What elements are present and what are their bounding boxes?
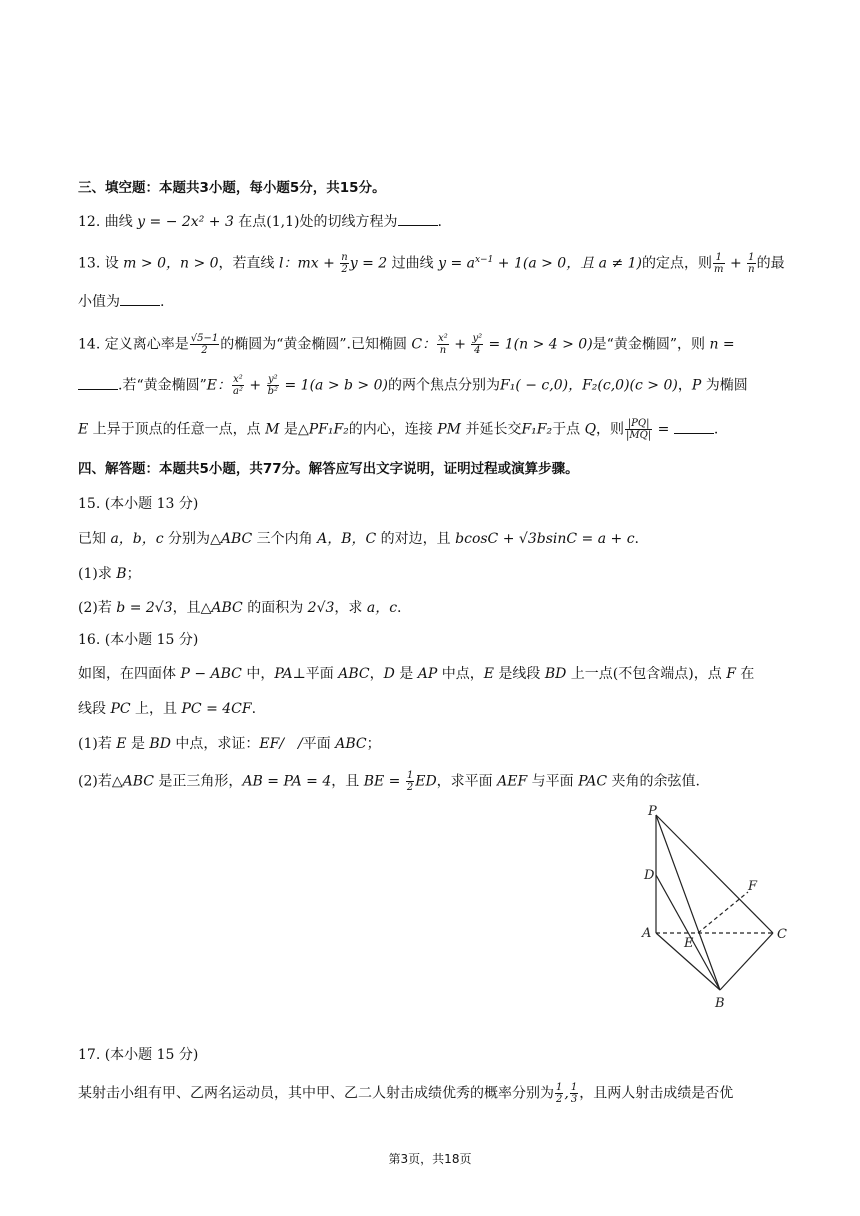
q14-math-foci: F₁( − c,0)，F₂(c,0)(c > 0) — [500, 377, 678, 394]
question-13-line-2 — [78, 292, 164, 312]
q16-s1-b: 中， — [241, 666, 275, 682]
edge-pc — [656, 815, 773, 933]
q13-frac-n-over-2: $\frac{n}{2}$ — [341, 252, 348, 276]
segment-ef-hidden — [698, 892, 748, 933]
q15-stem-end: . — [634, 531, 639, 547]
label-b: B — [715, 996, 725, 1011]
q14-math-triangle: △PF₁F₂ — [297, 421, 349, 438]
q14-math-e-2: E — [78, 421, 89, 438]
q15-p2-end: . — [397, 600, 402, 616]
q16-s1-a: 如图，在四面体 — [78, 666, 181, 682]
q14-text-a: 14. 定义离心率是 — [78, 336, 189, 353]
q16-s2-m2: PC = 4CF — [181, 701, 252, 717]
q15-p1-end: ； — [126, 566, 141, 582]
q14-text-line3-d: 并延长交 — [461, 421, 522, 438]
label-d: D — [644, 868, 655, 883]
q14-text-line3-f: ，则 — [596, 421, 625, 438]
q15-p1-math: B — [116, 566, 127, 582]
q14-frac-y2-4: $\frac{\text{y²}}{4}$ — [472, 333, 483, 356]
label-e: E — [684, 936, 694, 951]
q16-p1-d: 平面 — [302, 736, 336, 752]
section-3-heading: 三、填空题：本题共3小题，每小题5分，共15分。 — [78, 180, 386, 196]
q17-stem — [78, 1082, 733, 1105]
q14-math-eq-2: = 1(a > b > 0) — [280, 377, 388, 394]
q16-s1-m7: BD — [544, 666, 567, 682]
q12-text: 12. 曲线 — [78, 214, 138, 230]
q15-p2-math-4: a，c — [366, 600, 398, 616]
q14-text-line3-e: 于点 — [552, 421, 585, 438]
q16-p1-c: 中点，求证： — [170, 736, 260, 752]
section-4-heading: 四、解答题：本题共5小题，共77分。解答应写出文字说明，证明过程或演算步骤。 — [78, 461, 579, 477]
q15-p2-math-2: △ABC — [200, 600, 243, 616]
q15-stem-c: 三个内角 — [252, 531, 318, 547]
q16-p2-d: ，求平面 — [436, 773, 498, 790]
q16-p2-m6: PAC — [578, 773, 608, 790]
q16-s1-m3: ABC — [338, 666, 370, 682]
q13-answer-blank — [120, 293, 160, 306]
q16-p2-m4: ED — [415, 773, 437, 790]
q15-part-2 — [78, 598, 402, 618]
q16-s2-end: . — [251, 701, 257, 717]
q15-math-condition: bcosC + √3bsinC = a + c — [455, 531, 635, 547]
page-footer: 第3页，共18页 — [388, 1152, 472, 1166]
q14-math-q: Q — [584, 421, 597, 438]
q15-p2-b: ，且 — [172, 600, 201, 616]
q14-frac-x2-n: $\frac{\text{x²}}{n}$ — [438, 333, 448, 356]
q13-math-3: y = 2 — [349, 255, 388, 272]
q14-answer-blank-1 — [78, 377, 118, 390]
q16-s2-b: 上，且 — [130, 701, 182, 717]
q16-frac-1-2: $\frac{1}{2}$ — [406, 770, 414, 793]
q16-s1-c: 平面 — [305, 666, 339, 682]
q13-math-2: l：mx + — [279, 255, 340, 272]
q16-s1-e: 是 — [394, 666, 418, 682]
q16-s1-f: 中点， — [437, 666, 484, 682]
q16-p2-m3: BE = — [363, 773, 405, 790]
q13-text-c: 过曲线 — [387, 255, 439, 272]
q13-text-b: ，若直线 — [218, 255, 279, 272]
q14-end: . — [713, 421, 719, 438]
q16-s2-a: 线段 — [78, 701, 111, 717]
q13-text-d: 的定点，则 — [642, 255, 713, 272]
q15-math-abc: a，b，c — [110, 531, 164, 547]
q16-s1-m6: E — [483, 666, 494, 682]
q14-text-line2-a: .若“黄金椭圆” — [118, 377, 207, 394]
q13-math-5: + 1(a > 0，且 a ≠ 1) — [493, 255, 643, 272]
q16-s1-m5: AP — [417, 666, 438, 682]
q16-stem-line-2 — [78, 699, 256, 719]
q12-end: . — [437, 214, 442, 230]
q14-text-c: 是“黄金椭圆”，则 — [592, 336, 710, 353]
label-c: C — [777, 927, 787, 942]
q14-eccentricity-frac: $\frac{√5-1}{2}$ — [190, 333, 219, 356]
q16-p1-m3: EF/ / — [259, 736, 303, 752]
q14-text-b: 的椭圆为“黄金椭圆”.已知椭圆 — [220, 336, 412, 353]
q15-title: 15. (本小题 13 分) — [78, 496, 199, 512]
label-f: F — [748, 879, 758, 894]
q16-p2-m2: AB = PA = 4 — [242, 773, 332, 790]
q16-p2-b: 是正三角形， — [153, 773, 243, 790]
q15-stem-d: 的对边，且 — [376, 531, 456, 547]
q17-frac-1-3: $\frac{1}{3}$ — [570, 1082, 578, 1105]
q16-p1-b: 是 — [126, 736, 150, 752]
question-14-line-1 — [78, 333, 735, 356]
q13-math-1: m > 0，n > 0 — [123, 255, 219, 272]
q16-p2-f: 夹角的余弦值. — [607, 773, 700, 790]
q16-p2-m5: AEF — [497, 773, 528, 790]
q14-math-m: M — [265, 421, 280, 438]
q16-p1-m2: BD — [149, 736, 171, 752]
q13-line2-text: 小值为 — [78, 294, 120, 310]
q14-text-line3-b: 是 — [279, 421, 298, 438]
q15-p2-math-1: b = 2√3 — [116, 600, 173, 616]
q16-p1-m4: ABC — [335, 736, 367, 752]
q15-math-angles: A，B，C — [317, 531, 377, 547]
q16-part-2 — [78, 770, 700, 793]
q13-plus: + — [725, 255, 747, 272]
tetrahedron-figure — [630, 800, 800, 1015]
q14-math-f1f2: F₁F₂ — [521, 421, 553, 438]
q16-p1-m1: E — [116, 736, 127, 752]
q16-s1-m1: P − ABC — [180, 666, 242, 682]
q16-p2-e: 与平面 — [527, 773, 579, 790]
q14-text-line3-a: 上异于顶点的任意一点，点 — [88, 421, 266, 438]
q14-frac-y2-b2: $\frac{\text{y²}}{\text{b²}}$ — [267, 374, 279, 397]
q16-s1-g: 是线段 — [493, 666, 545, 682]
q17-stem-b: ，且两人射击成绩是否优 — [579, 1085, 734, 1102]
q16-p2-m1: △ABC — [111, 773, 154, 790]
q14-frac-x2-a2: $\frac{\text{x²}}{\text{a²}}$ — [233, 374, 243, 397]
q16-s1-h: 上一点(不包含端点)，点 — [566, 666, 727, 682]
q15-p2-c: 的面积为 — [242, 600, 308, 616]
q14-math-p: P — [691, 377, 702, 394]
q17-comma: , — [564, 1085, 569, 1102]
q13-frac-1-over-n: $\frac{1}{n}$ — [748, 252, 755, 276]
q16-title: 16. (本小题 15 分) — [78, 632, 199, 648]
q13-math-4: y = a — [438, 255, 475, 272]
q16-p2-c: ，且 — [331, 773, 364, 790]
q16-s2-m1: PC — [110, 701, 131, 717]
q14-frac-pq-mq: $\frac{|PQ|}{|MQ|}$ — [626, 418, 652, 441]
label-a: A — [642, 926, 652, 941]
question-14-line-2 — [78, 374, 748, 397]
q16-part-1 — [78, 734, 381, 754]
label-p: P — [648, 804, 657, 819]
q15-p2-math-3: 2√3 — [307, 600, 335, 616]
question-14-line-3 — [78, 418, 718, 441]
q16-s1-m4: D — [383, 666, 395, 682]
q14-math-n: n = — [709, 336, 735, 353]
q15-p2-a: (2)若 — [78, 600, 117, 616]
q15-part-1 — [78, 564, 141, 584]
q12-math: y = − 2x² + 3 — [137, 214, 234, 230]
q14-text-line2-d: 为椭圆 — [701, 377, 748, 394]
q16-p2-a: (2)若 — [78, 773, 112, 790]
question-12 — [78, 212, 442, 232]
q14-plus-2: + — [244, 377, 266, 394]
q15-p2-d: ，求 — [334, 600, 367, 616]
q14-math-equals: = — [653, 421, 674, 438]
q13-text-e: 的最 — [756, 255, 785, 272]
q14-math-c: C： — [411, 336, 437, 353]
q15-p1-text: (1)求 — [78, 566, 117, 582]
q17-stem-a: 某射击小组有甲、乙两名运动员，其中甲、乙二人射击成绩优秀的概率分别为 — [78, 1085, 554, 1102]
q15-stem — [78, 529, 639, 549]
q13-text-a: 13. 设 — [78, 255, 124, 272]
q15-math-triangle: △ABC — [210, 531, 253, 547]
edge-pb — [656, 815, 720, 990]
q14-text-line2-b: 的两个焦点分别为 — [388, 377, 500, 394]
q14-math-e: E： — [206, 377, 231, 394]
q16-s1-i: 在 — [735, 666, 755, 682]
q13-line2-end: . — [160, 294, 165, 310]
q14-math-eq: = 1(n > 4 > 0) — [484, 336, 593, 353]
q12-text-b: 在点(1,1)处的切线方程为 — [233, 214, 398, 230]
q17-title: 17. (本小题 15 分) — [78, 1047, 199, 1063]
edge-cb — [720, 933, 773, 990]
q14-plus: + — [449, 336, 471, 353]
q14-answer-blank-2 — [674, 421, 714, 434]
q12-answer-blank — [398, 213, 438, 226]
q17-frac-1-2: $\frac{1}{2}$ — [556, 1082, 563, 1105]
q16-p1-a: (1)若 — [78, 736, 117, 752]
q15-stem-b: 分别为 — [163, 531, 211, 547]
q16-s1-m8: F — [726, 666, 736, 682]
q14-math-pm: PM — [437, 421, 461, 438]
q16-s1-d: ， — [369, 666, 384, 682]
q13-exponent: x−1 — [474, 255, 494, 265]
q15-stem-a: 已知 — [78, 531, 111, 547]
q14-text-line3-c: 的内心，连接 — [348, 421, 438, 438]
q16-p1-end: ； — [366, 736, 381, 752]
q16-stem-line-1 — [78, 664, 754, 684]
q13-frac-1-over-m: $\frac{1}{m}$ — [714, 252, 724, 276]
q14-text-line2-c: ， — [677, 377, 692, 394]
question-13-line-1 — [78, 250, 785, 275]
q16-s1-m2: PA⊥ — [274, 666, 306, 682]
